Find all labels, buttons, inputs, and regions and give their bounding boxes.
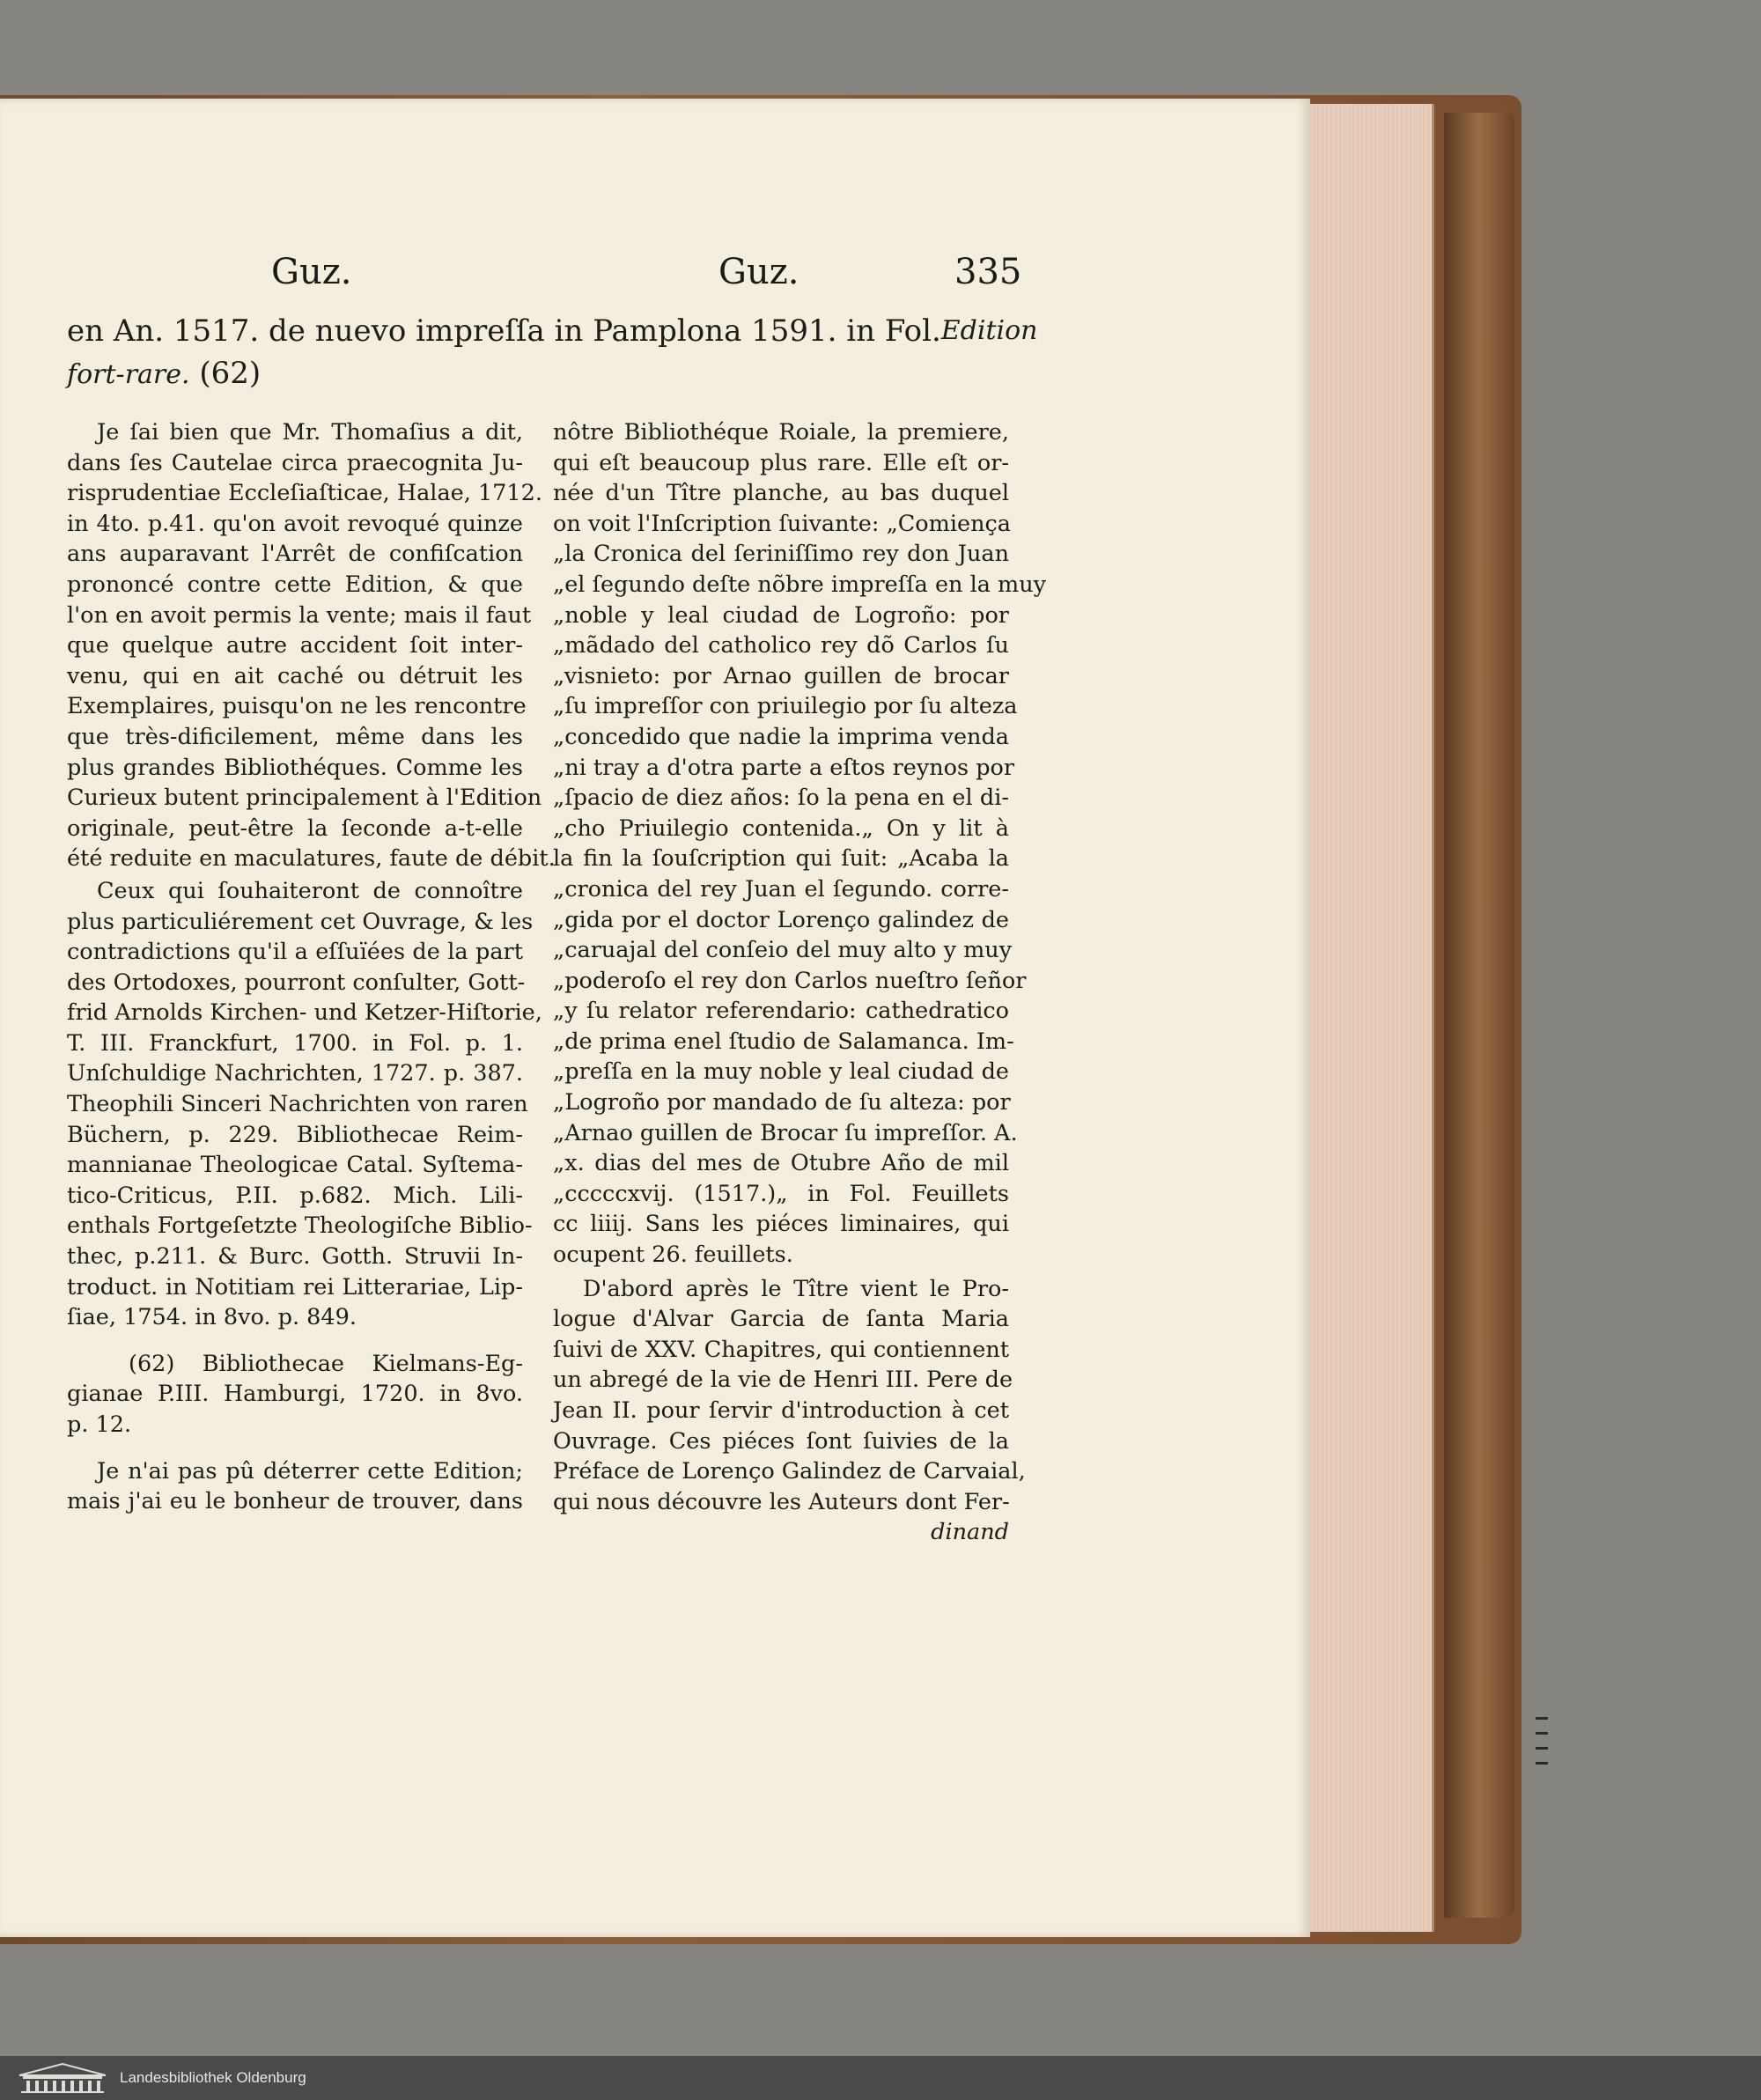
left-paragraph-1-line: que quelque autre accident ſoit inter-	[67, 632, 523, 659]
right-paragraph-2	[553, 1274, 1026, 1518]
right-paragraph-1-line: la fin la ſouſcription qui ſuit: „Acaba la	[553, 845, 1009, 873]
right-paragraph-2-line: un abregé de la vie de Henri III. Pere de	[553, 1367, 1013, 1394]
left-paragraph-1-line: risprudentiae Eccleſiaſticae, Halae, 1712.	[67, 480, 542, 507]
intro-line-1-text: en An. 1517. de nuevo impreſſa in Pamplona 1591. in Fol.	[67, 313, 941, 349]
right-paragraph-1-line: nôtre Bibliothéque Roiale, la premiere,	[553, 419, 1009, 446]
catchword-text: dinand	[931, 1519, 1009, 1546]
right-paragraph-1-line: „poderoſo el rey don Carlos nueſtro ſeñor	[553, 967, 1027, 994]
catchword	[553, 1517, 1009, 1548]
right-column	[553, 417, 1047, 1548]
intro-line-1	[67, 310, 1038, 352]
right-paragraph-2-line: qui nous découvre les Auteurs dont Fer-	[553, 1488, 1010, 1515]
right-paragraph-1-line: „preſſa en la muy noble y leal ciudad de	[553, 1058, 1009, 1086]
left-paragraph-2-line: frid Arnolds Kirchen- und Ketzer-Hiſtorie,	[67, 999, 542, 1027]
right-paragraph-1-line: „ſu impreſſor con priuilegio por ſu alteza	[553, 693, 1018, 720]
cover-marks	[1536, 1717, 1550, 1805]
left-paragraph-1-line: plus grandes Bibliothéques. Comme les	[67, 754, 523, 781]
right-paragraph-1-line: „Logroño por mandado de ſu alteza: por	[553, 1089, 1011, 1116]
left-paragraph-2-line: Unſchuldige Nachrichten, 1727. p. 387.	[67, 1060, 523, 1087]
left-paragraph-2-line: contradictions qu'il a eſſuïées de la part	[67, 939, 523, 966]
left-paragraph-1-line: que très-dificilement, même dans les	[67, 723, 523, 750]
right-paragraph-1-line: „gida por el doctor Lorenço galindez de	[553, 906, 1009, 933]
intro-block	[67, 310, 1038, 396]
left-paragraph-1-line: l'on en avoit permis la vente; mais il faut	[67, 601, 532, 629]
left-paragraph-3	[67, 1456, 523, 1517]
right-paragraph-1-line: „y ſu relator referendario: cathedratico	[553, 998, 1009, 1025]
left-paragraph-1-line: venu, qui en ait caché ou détruit les	[67, 662, 523, 689]
left-paragraph-2	[67, 876, 542, 1333]
left-paragraph-3-line: mais j'ai eu le bonheur de trouver, dans	[67, 1488, 523, 1515]
right-paragraph-2-line: ſuivi de XXV. Chapitres, qui contiennent	[553, 1336, 1009, 1363]
right-paragraph-2-line: Ouvrage. Ces piéces ſont ſuivies de la	[553, 1427, 1009, 1455]
footer-bar	[0, 2056, 1761, 2100]
right-paragraph-1-line: „noble y leal ciudad de Logroño: por	[553, 601, 1009, 629]
right-paragraph-1	[553, 417, 1047, 1271]
footnote-line: p. 12.	[67, 1411, 132, 1438]
footnote-line: (62) Bibliothecae Kielmans-Eg-	[129, 1350, 523, 1377]
right-paragraph-1-line: „mãdado del catholico rey dõ Carlos ſu	[553, 632, 1009, 659]
right-paragraph-1-line: „la Cronica del ſeriniſſimo rey don Juan	[553, 541, 1009, 568]
right-paragraph-2-line: logue d'Alvar Garcia de ſanta Maria	[553, 1306, 1009, 1333]
left-paragraph-2-line: enthals Fortgeſetzte Theologiſche Biblio-	[67, 1212, 533, 1240]
left-paragraph-2-line: T. III. Franckfurt, 1700. in Fol. p. 1.	[67, 1029, 523, 1057]
left-paragraph-1-line: Exemplaires, puisqu'on ne les rencontre	[67, 693, 527, 720]
right-paragraph-1-line: „el ſegundo deſte nõbre impreſſa en la muy	[553, 571, 1047, 598]
left-paragraph-2-line: des Ortodoxes, pourront conſulter, Gott-	[67, 969, 526, 996]
right-paragraph-1-line: „x. dias del mes de Otubre Año de mil	[553, 1150, 1009, 1177]
right-paragraph-1-line: „cho Priuilegio contenida.„ On y lit à	[553, 814, 1009, 842]
footnote-line: gianae P.III. Hamburgi, 1720. in 8vo.	[67, 1381, 523, 1408]
right-paragraph-2-line: Jean II. pour ſervir d'introduction à cet	[553, 1397, 1009, 1424]
right-paragraph-1-line: on voit l'Inſcription ſuivante: „Comiença	[553, 510, 1011, 537]
library-logo-icon	[16, 2061, 109, 2095]
left-paragraph-1-line: in 4to. p.41. qu'on avoit revoqué quinze	[67, 510, 523, 537]
right-paragraph-1-line: née d'un Tître planche, au bas duquel	[553, 480, 1009, 507]
right-paragraph-1-line: „concedido que nadie la imprima venda	[553, 723, 1009, 750]
right-paragraph-1-line: „cronica del rey Juan el ſegundo. corre-	[553, 875, 1009, 903]
library-name: Landesbibliothek Oldenburg	[120, 2069, 306, 2086]
right-paragraph-1-line: „de prima enel ſtudio de Salamanca. Im-	[553, 1028, 1014, 1055]
page-number: 335	[954, 252, 1022, 292]
left-paragraph-1-line: ans auparavant l'Arrêt de confiſcation	[67, 541, 523, 568]
left-paragraph-1-line: Je ſai bien que Mr. Thomaſius a dit,	[97, 419, 523, 446]
left-footnote	[67, 1349, 523, 1441]
intro-line-2-italic: fort-rare.	[67, 359, 190, 390]
right-paragraph-2-line: Préface de Lorenço Galindez de Carvaial,	[553, 1458, 1026, 1485]
left-paragraph-1-line: été reduite en maculatures, faute de débit.	[67, 845, 556, 873]
left-paragraph-1-line: Curieux butent principalement à l'Edition	[67, 785, 542, 812]
page-edges	[1305, 104, 1434, 1932]
left-paragraph-1	[67, 417, 556, 874]
intro-line-2	[67, 352, 1009, 396]
intro-line-1-right: Edition	[940, 315, 1038, 346]
left-paragraph-2-line: mannianae Theologicae Catal. Syſtema-	[67, 1152, 523, 1179]
left-paragraph-2-line: tico-Criticus, P.II. p.682. Mich. Lili-	[67, 1182, 523, 1209]
right-paragraph-1-line: „visnieto: por Arnao guillen de brocar	[553, 662, 1009, 689]
left-paragraph-1-line: prononcé contre cette Edition, & que	[67, 571, 523, 598]
left-paragraph-2-line: ſiae, 1754. in 8vo. p. 849.	[67, 1304, 357, 1331]
right-paragraph-1-line: „ni tray a d'otra parte a eſtos reynos por	[553, 754, 1015, 781]
running-head-center: Guz.	[718, 252, 799, 292]
right-paragraph-2-line: D'abord après le Tître vient le Pro-	[583, 1275, 1009, 1302]
left-paragraph-2-line: troduct. in Notitiam rei Litterariae, Lip-	[67, 1273, 523, 1301]
running-head-left: Guz.	[271, 252, 352, 292]
left-paragraph-2-line: plus particuliérement cet Ouvrage, & les	[67, 908, 534, 935]
right-paragraph-1-line: qui eſt beaucoup plus rare. Elle eſt or-	[553, 449, 1009, 476]
right-paragraph-1-line: cc liiij. Sans les piéces liminaires, qui	[553, 1211, 1009, 1238]
right-paragraph-1-line: „Arnao guillen de Brocar ſu impreſſor. A.	[553, 1119, 1018, 1146]
right-paragraph-1-line: ocupent 26. feuillets.	[553, 1242, 793, 1269]
left-paragraph-1-line: originale, peut-être la ſeconde a-t-elle	[67, 814, 523, 842]
intro-line-2-rest: (62)	[199, 356, 262, 391]
left-paragraph-2-line: Ceux qui ſouhaiteront de connoître	[97, 877, 523, 904]
left-paragraph-3-line: Je n'ai pas pû déterrer cette Edition;	[97, 1457, 523, 1485]
book-board-edge	[1444, 113, 1514, 1918]
left-column	[67, 417, 556, 1517]
right-paragraph-1-line: „ſpacio de diez años: ſo la pena en el di-	[553, 785, 1009, 812]
left-paragraph-2-line: Büchern, p. 229. Bibliothecae Reim-	[67, 1121, 523, 1148]
left-paragraph-2-line: Theophili Sinceri Nachrichten von raren	[67, 1091, 528, 1118]
right-paragraph-1-line: „caruajal del conſeio del muy alto y muy	[553, 937, 1013, 964]
left-paragraph-2-line: thec, p.211. & Burc. Gotth. Struvii In-	[67, 1243, 523, 1271]
right-paragraph-1-line: „cccccxvij. (1517.)„ in Fol. Feuillets	[553, 1180, 1009, 1207]
left-paragraph-1-line: dans ſes Cautelae circa praecognita Ju-	[67, 449, 523, 476]
